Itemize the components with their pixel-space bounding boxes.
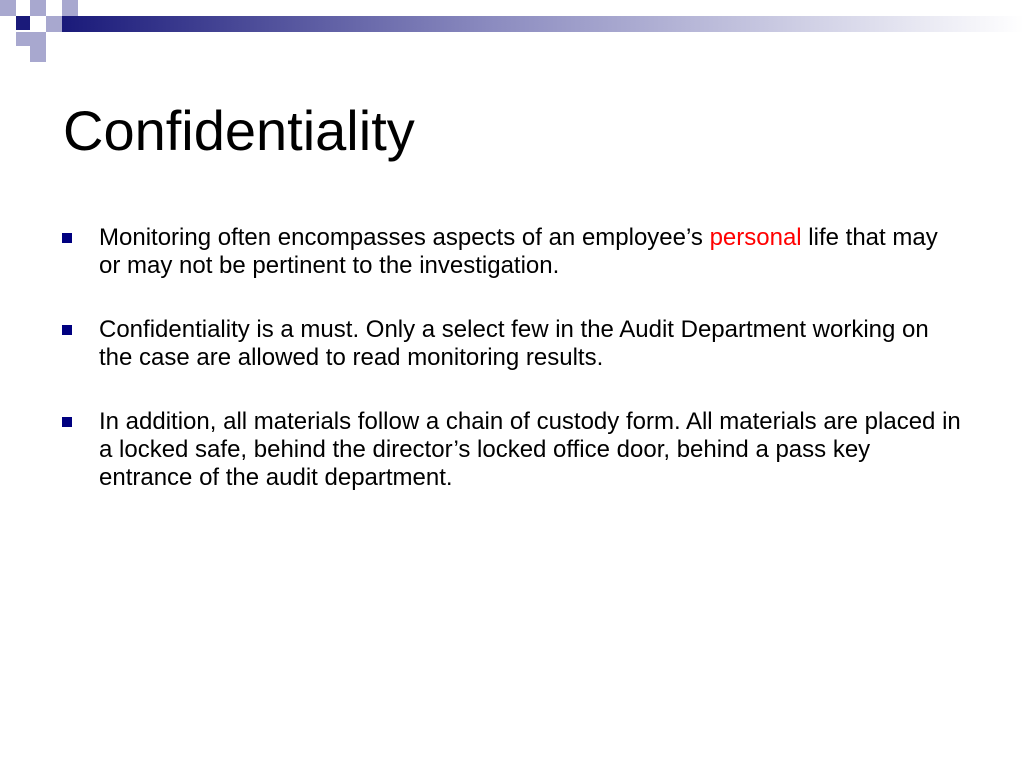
- bullet-item: [62, 408, 962, 492]
- bullet-text-continued: life that may or may not be pertinent to the investigation.: [99, 224, 938, 279]
- square-bullet-icon: [62, 325, 72, 335]
- header-decoration: [0, 0, 1024, 70]
- decor-square: [30, 32, 46, 48]
- decor-square: [16, 16, 30, 30]
- decor-square: [16, 32, 30, 46]
- bullet-item: [62, 224, 962, 280]
- slide-title: Confidentiality: [63, 99, 415, 162]
- bullet-item: [62, 316, 962, 372]
- bullet-list: [62, 224, 962, 528]
- bullet-text: Monitoring often encompasses aspects of an employee’s: [99, 224, 710, 251]
- bullet-text: Confidentiality is a must. Only a select few in the Audit Department working on the case are allowed to read monitoring results.: [99, 316, 929, 371]
- decor-square: [0, 0, 16, 16]
- decor-square: [30, 0, 46, 16]
- bullet-text: In addition, all materials follow a chain of custody form. All materials are placed in a locked safe, behind the director’s locked office door, behind a pass key entrance of the audit department.: [99, 408, 961, 491]
- bullet-highlight: personal: [709, 224, 802, 251]
- square-bullet-icon: [62, 233, 72, 243]
- square-bullet-icon: [62, 417, 72, 427]
- decor-square: [46, 16, 62, 32]
- decor-square: [62, 0, 78, 16]
- gradient-bar: [62, 16, 1024, 32]
- decor-square: [30, 48, 46, 62]
